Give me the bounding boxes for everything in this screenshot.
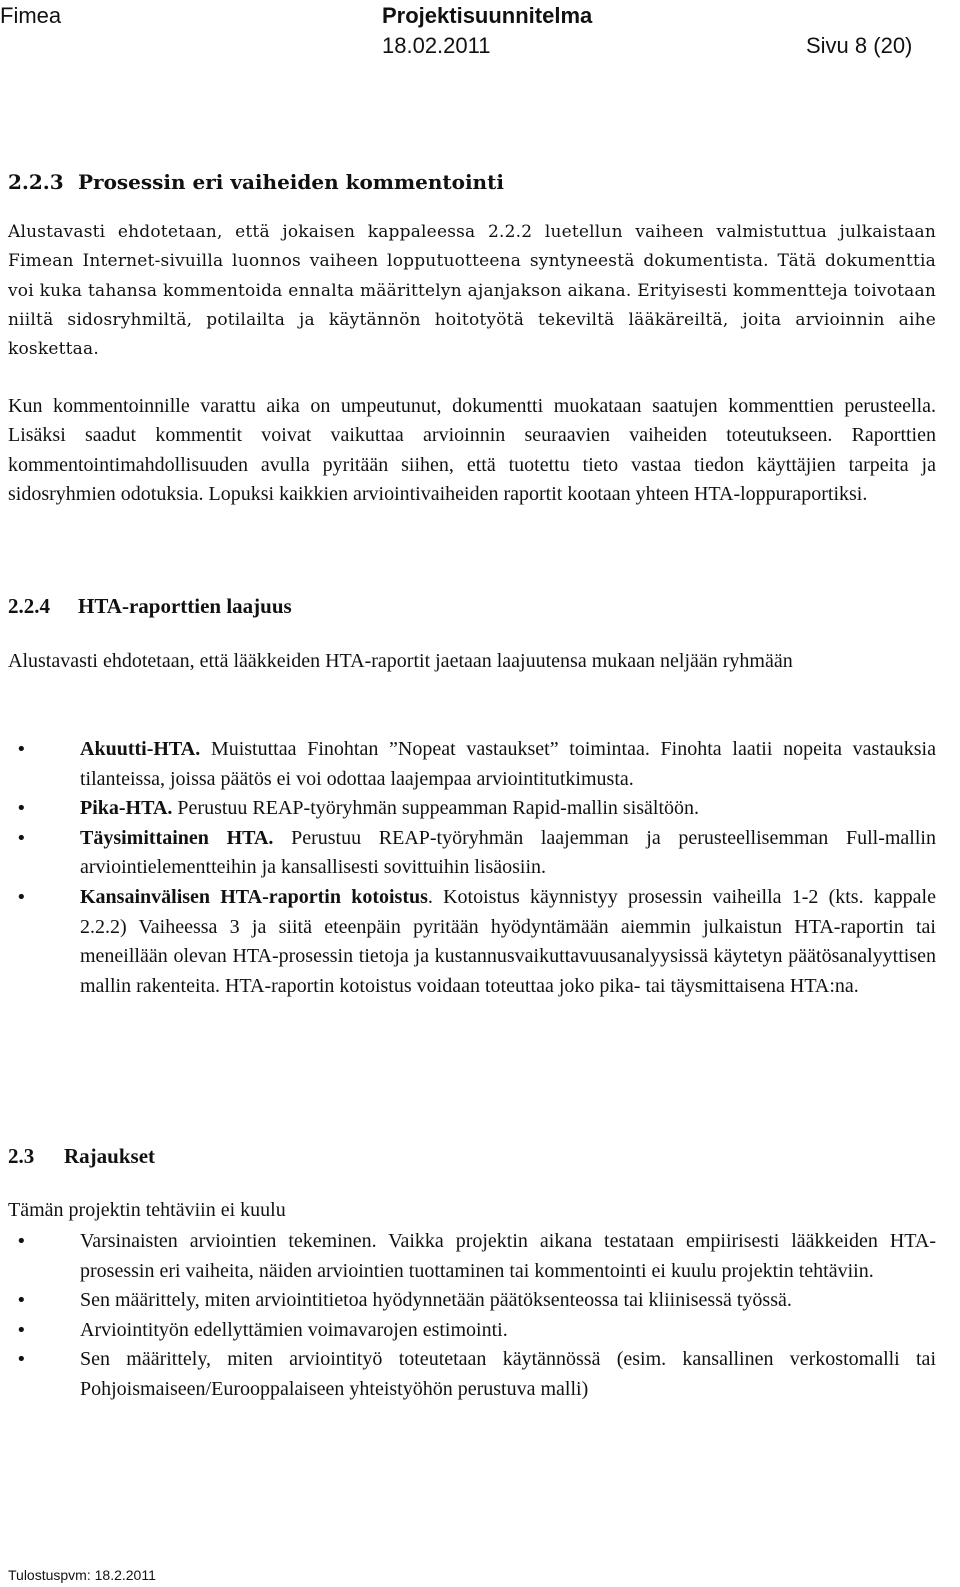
section-title: HTA-raporttien laajuus — [78, 594, 292, 618]
header-org: Fimea — [0, 3, 62, 28]
section-number: 2.3 — [8, 1144, 35, 1168]
list-item-term: Pika-HTA. — [80, 797, 173, 820]
list-item-term: Akuutti-HTA. — [80, 738, 201, 760]
section-title: Prosessin eri vaiheiden kommentointi — [78, 170, 504, 194]
list-item: • Arviointityön edellyttämien voimavarojen estimointi. — [8, 1316, 936, 1346]
exclusions-list — [8, 1227, 936, 1405]
header-title: Projektisuunnitelma — [382, 3, 593, 28]
list-item — [8, 794, 936, 824]
section-heading-2-3 — [8, 1142, 936, 1170]
list-item: • Sen määrittely, miten arviointityö toteutetaan käytännössä (esim. kansallinen verkostomalli tai Pohjoismaiseen/Eurooppalaiseen yhteistyöhön perustuva malli) — [8, 1345, 936, 1404]
list-item — [8, 824, 936, 883]
list-item-text: Muistuttaa Finohtan ”Nopeat vastaukset” toimintaa. Finohta laatii nopeita vastauksia tilanteissa, joissa päätös ei voi odottaa laajempaa arviointitutkimusta. — [80, 738, 936, 790]
section-heading-2-2-3 — [8, 168, 936, 196]
section-heading-2-2-4 — [8, 592, 936, 620]
list-item — [8, 735, 936, 794]
list-item-text: . Kotoistus käynnistyy prosessin vaiheilla 1-2 (kts. kappale 2.2.2) Vaiheessa 3 ja siitä eteenpäin pyritään hyödyntämään aiemmin julkaistun HTA-raportin tai meneillään olevan HTA-prosessin tietoja ja kustannusvaikuttavuusanalyysissä käytetyn päätösanalyyttisen mallin rakenteita. HTA-raportin kotoistus voidaan toteuttaa joko pika- tai täysmittaisena HTA:na. — [80, 885, 936, 997]
page-header — [0, 0, 960, 70]
header-page-number: Sivu 8 (20) — [806, 33, 913, 58]
section-number: 2.2.4 — [8, 594, 50, 618]
list-item: • Sen määrittely, miten arviointitietoa hyödynnetään päätöksenteossa tai kliinisessä työssä. — [8, 1286, 936, 1316]
hta-scope-list — [8, 735, 936, 1001]
section-title: Rajaukset — [64, 1144, 156, 1168]
list-item-text: Perustuu REAP-työryhmän laajemman ja perusteellisemman Full-mallin arviointielementteihin ja kansallisesti sovittuihin lisäosiin. — [80, 826, 936, 879]
paragraph-commenting-intro: Alustavasti ehdotetaan, että jokaisen kappaleessa 2.2.2 luetellun vaiheen valmistuttua julkaistaan Fimean Internet-sivuilla luonnos vaiheen lopputuotteena syntyneestä dokumentista. Tätä dokumenttia voi kuka tahansa kommentoida ennalta määrittelyn ajanjakson aikana. Erityisesti kommentteja toivotaan niiltä sidosryhmiltä, potilailta ja käytännön hoitotyötä tekeviltä lääkäreiltä, joita arvioinnin aihe koskettaa. — [8, 222, 936, 360]
section-number: 2.2.3 — [8, 170, 64, 194]
paragraph-commenting-process: Kun kommentoinnille varattu aika on umpeutunut, dokumentti muokataan saatujen kommenttien perusteella. Lisäksi saadut kommentit voivat vaikuttaa arvioinnin seuraavien vaiheiden toteutukseen. Raporttien kommentointimahdollisuuden avulla pyritään siihen, että tuotettu tieto vastaa tiedon käyttäjien tarpeita ja sidosryhmien odotuksia. Lopuksi kaikkien arviointivaiheiden raportit kootaan yhteen HTA-loppuraportiksi. — [8, 395, 936, 505]
header-date: 18.02.2011 — [382, 33, 491, 58]
paragraph-scope-intro: Alustavasti ehdotetaan, että lääkkeiden HTA-raportit jaetaan laajuutensa mukaan neljään ryhmään — [8, 650, 793, 672]
print-date-footer: Tulostuspvm: 18.2.2011 — [8, 1567, 156, 1583]
list-item — [8, 883, 936, 1001]
list-item-text: Perustuu REAP-työryhmän suppeamman Rapid-mallin sisältöön. — [172, 797, 700, 820]
list-item-term: Kansainvälisen HTA-raportin kotoistus — [80, 885, 428, 908]
list-item-term: Täysimittainen HTA. — [80, 826, 274, 849]
list-item: • Varsinaisten arviointien tekeminen. Vaikka projektin aikana testataan empiirisesti lääkkeiden HTA-prosessin eri vaiheita, näiden arviointien tuottaminen tai kommentointi ei kuulu projektin tehtäviin. — [8, 1227, 936, 1286]
paragraph-exclusions-intro: Tämän projektin tehtäviin ei kuulu — [8, 1199, 286, 1221]
